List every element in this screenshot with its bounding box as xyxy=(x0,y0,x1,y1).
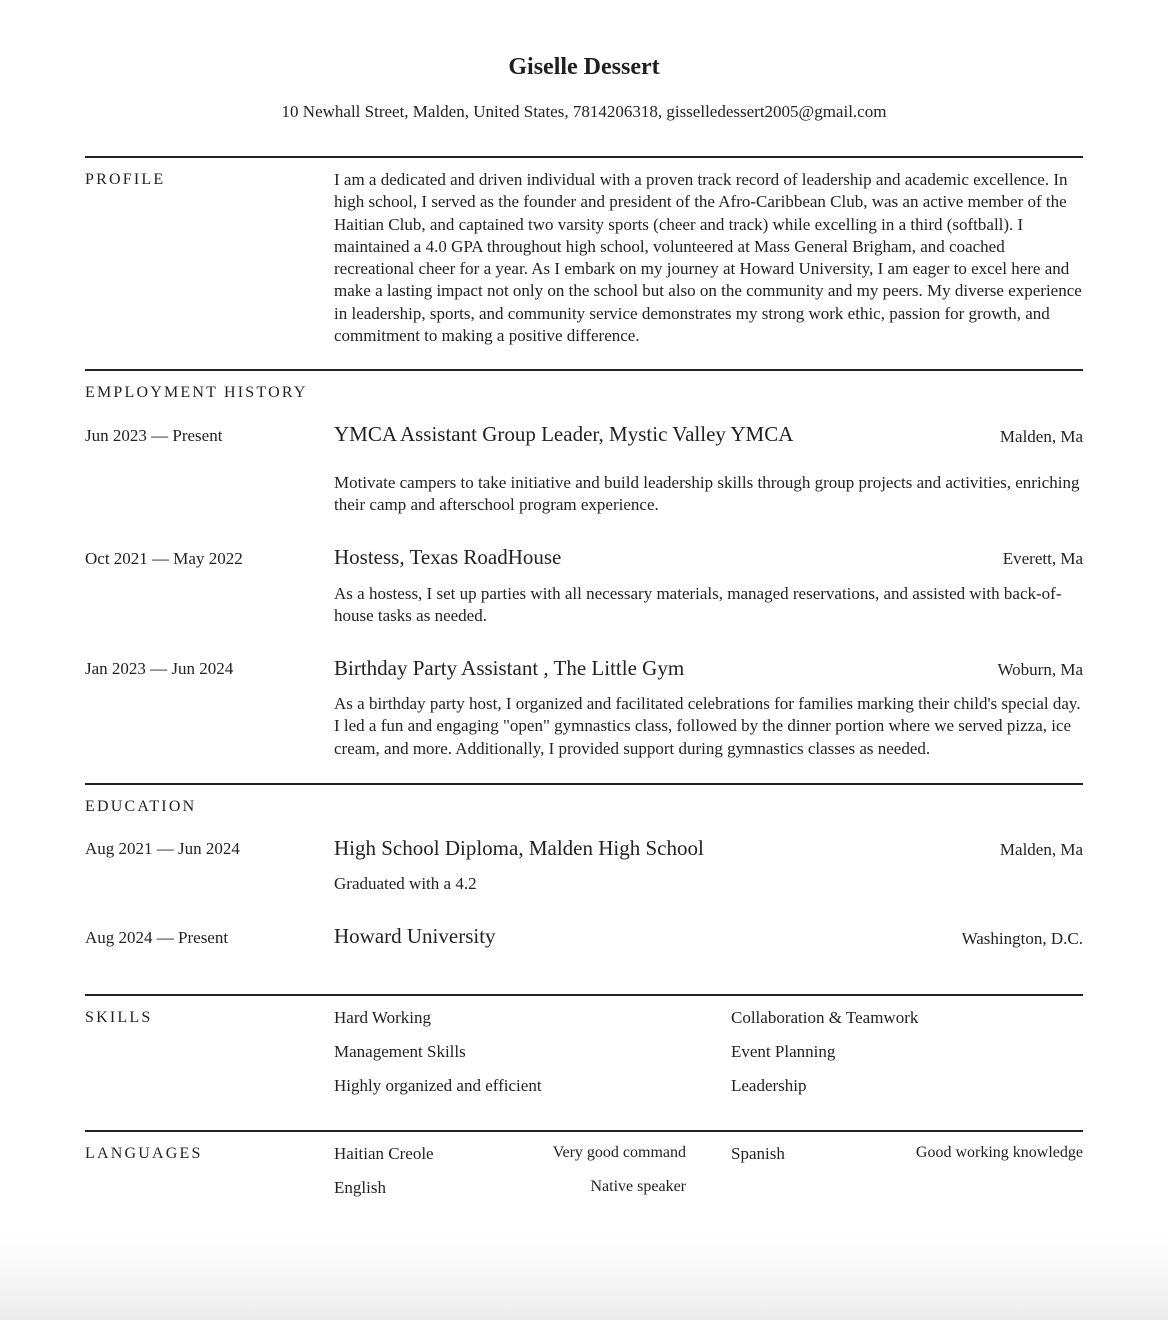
language-name: Spanish xyxy=(731,1144,785,1163)
education-dates: Aug 2024 — Present xyxy=(85,928,229,947)
education-title: Howard University xyxy=(334,924,496,948)
skill-item: Highly organized and efficient xyxy=(334,1076,542,1095)
skills-heading: SKILLS xyxy=(85,1009,153,1026)
languages-heading: LANGUAGES xyxy=(85,1145,203,1162)
language-level: Good working knowledge xyxy=(915,1144,1083,1161)
employment-dates: Oct 2021 — May 2022 xyxy=(85,549,243,568)
skill-item: Hard Working xyxy=(334,1008,431,1027)
section-divider xyxy=(85,783,1083,785)
employment-description: As a hostess, I set up parties with all necessary materials, managed reservations, and assisted with back-of-house tasks as needed. xyxy=(334,584,1062,626)
employment-title: YMCA Assistant Group Leader, Mystic Valley YMCA xyxy=(334,422,794,446)
employment-description: Motivate campers to take initiative and build leadership skills through group projects and activities, enriching their camp and afterschool program experience. xyxy=(334,473,1080,515)
employment-location: Malden, Ma xyxy=(999,427,1083,446)
profile-text: I am a dedicated and driven individual with a proven track record of leadership and academic excellence. In high school, I served as the founder and president of the Afro-Caribbean Club, was an active member of the Haitian Club, and captained two varsity sports (cheer and track) while excelling in a third (softball). I maintained a 4.0 GPA throughout high school, volunteered at Mass General Brigham, and coached recreational cheer for a year. As I embark on my journey at Howard University, I am eager to excel here and make a lasting impact not only on the school but also on the community and my peers. My diverse experience in leadership, sports, and community service demonstrates my strong work ethic, passion for growth, and commitment to making a positive difference. xyxy=(334,170,1082,346)
section-divider xyxy=(85,156,1083,158)
education-dates: Aug 2021 — Jun 2024 xyxy=(85,839,240,858)
education-description: Graduated with a 4.2 xyxy=(334,874,477,893)
employment-dates: Jan 2023 — Jun 2024 xyxy=(85,659,234,678)
employment-title: Birthday Party Assistant , The Little Gym xyxy=(334,656,685,680)
candidate-name: Giselle Dessert xyxy=(508,54,660,80)
skill-item: Event Planning xyxy=(731,1042,836,1061)
skill-item: Management Skills xyxy=(334,1042,466,1061)
language-name: English xyxy=(334,1178,386,1197)
employment-location: Woburn, Ma xyxy=(997,660,1083,679)
section-divider xyxy=(85,1130,1083,1132)
education-location: Washington, D.C. xyxy=(961,929,1083,948)
education-heading: EDUCATION xyxy=(85,798,197,815)
skill-item: Collaboration & Teamwork xyxy=(731,1008,919,1027)
skill-item: Leadership xyxy=(731,1076,807,1095)
employment-description: As a birthday party host, I organized and facilitated celebrations for families marking their child's special day. I led a fun and engaging "open" gymnastics class, followed by the dinner portion where we served pizza, ice cream, and more. Additionally, I provided support during gymnastics classes as needed. xyxy=(334,694,1081,758)
language-name: Haitian Creole xyxy=(334,1144,434,1163)
employment-dates: Jun 2023 — Present xyxy=(85,426,223,445)
section-divider xyxy=(85,369,1083,371)
employment-location: Everett, Ma xyxy=(1002,549,1083,568)
education-location: Malden, Ma xyxy=(999,840,1083,859)
education-title: High School Diploma, Malden High School xyxy=(334,836,704,860)
language-level: Very good command xyxy=(552,1144,686,1161)
language-level: Native speaker xyxy=(590,1178,686,1195)
profile-heading: PROFILE xyxy=(85,171,166,188)
section-divider xyxy=(85,994,1083,996)
contact-line: 10 Newhall Street, Malden, United States, 7814206318, gisselledessert2005@gmail.com xyxy=(281,102,887,121)
employment-title: Hostess, Texas RoadHouse xyxy=(334,545,562,569)
employment-heading: EMPLOYMENT HISTORY xyxy=(85,384,308,401)
